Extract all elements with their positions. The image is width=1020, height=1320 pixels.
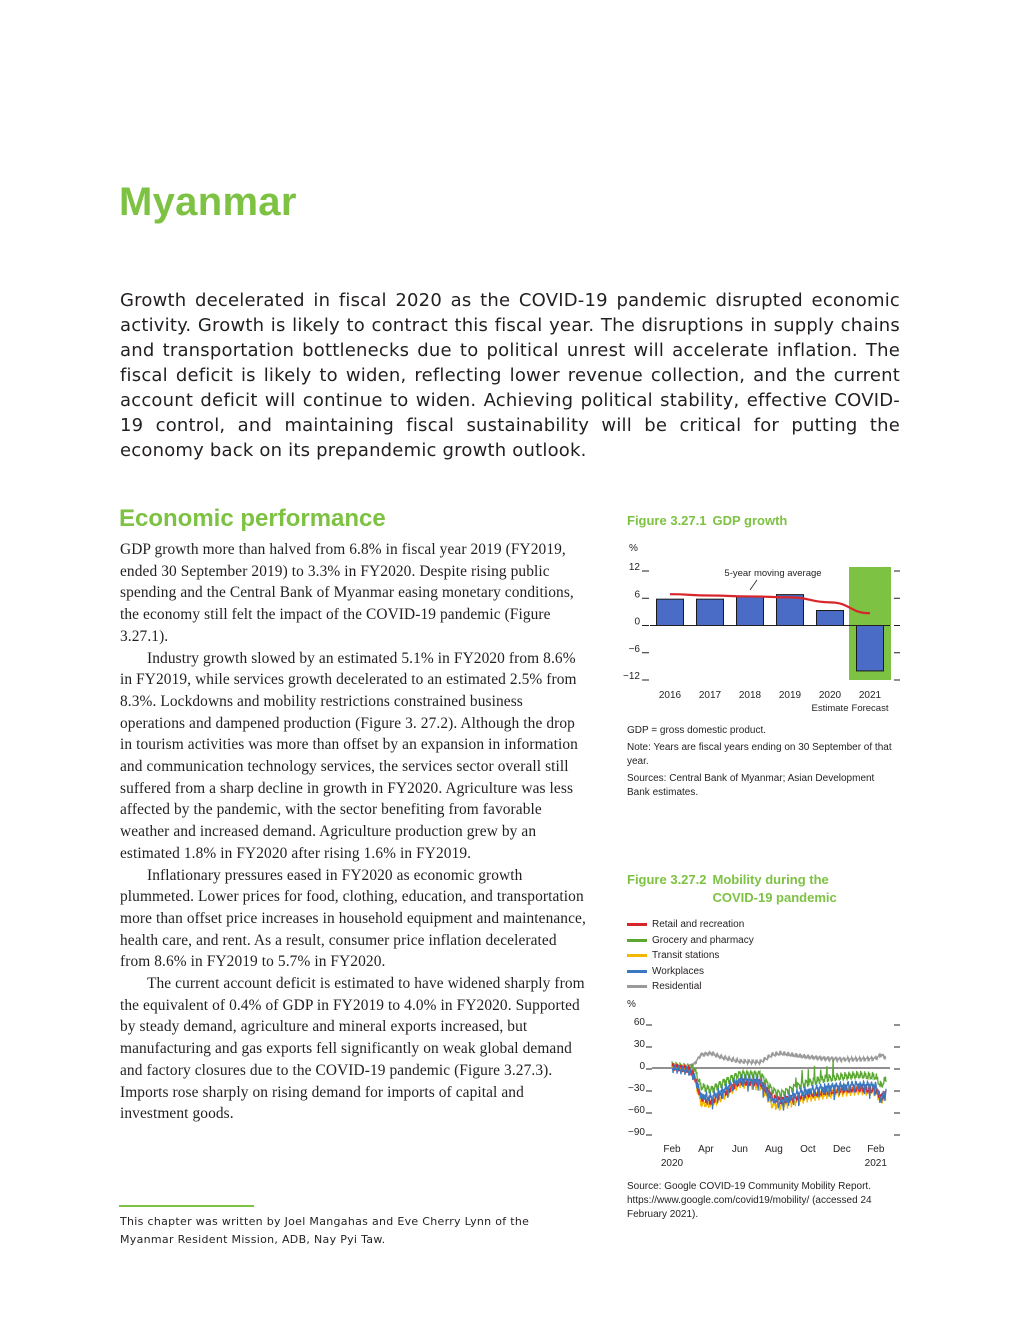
x-tick-label: Oct [800,1144,816,1155]
bar [657,599,684,625]
x-tick-label: Jun [731,1144,748,1155]
series-line [672,1051,886,1071]
legend-item [627,948,754,964]
gdp-growth-chart [620,538,910,718]
paragraph: Industry growth slowed by an estimated 5.1% in FY2020 from 8.6% in FY2019, while services growth decelerated to an estimated 2.5% from 8.3%. Lockdowns and mobility restrictions constrained business operations and dampened production (Figure 3. 27.2). Although the drop in tourism activities was more than offset by an expansion in information and communication technology services, the services sector overall still suffered from a sharp decline in growth in FY2020. Agriculture was less affected by the pandemic, with the sector benefiting from favorable weather and increased demand. Agriculture production grew by an estimated 1.8% in FY2020 after rising 1.6% in FY2019. [120,649,578,862]
legend-item [627,964,754,980]
mobility-chart [620,996,910,1174]
y-axis-unit: % [629,543,638,554]
annotation-leader [750,580,757,590]
figure1-note: Note: Years are fiscal years ending on 30 September of that year. [627,742,892,767]
x-tick-label: 2021 [858,690,882,701]
bar [817,611,844,626]
figure2-source: Source: Google COVID-19 Community Mobility Report. https://www.google.com/covid19/mobility/ (accessed 24 February 2021). [627,1181,872,1220]
figure2-name: Mobility during the COVID-19 pandemic [712,872,837,905]
figure1-name: GDP growth [712,513,788,528]
bar [857,626,884,671]
legend-label: Grocery and pharmacy [652,934,754,946]
x-tick-label: 2017 [698,690,722,701]
y-tick-label: 0 [639,1061,645,1072]
x-tick-label: 2019 [778,690,802,701]
legend-swatch [627,985,647,988]
bar [737,596,764,625]
y-tick-label: 60 [633,1017,645,1028]
figure2-title [627,871,887,907]
body-text [120,539,588,1125]
y-tick-label: 12 [628,562,640,573]
legend-label: Transit stations [652,950,720,962]
legend-item [627,979,754,995]
y-tick-label: −6 [628,643,640,655]
intro-summary: Growth decelerated in fiscal 2020 as the COVID-19 pandemic disrupted economic activity. Growth is likely to contract this fiscal year. The disruptions in supply chains and transportation bottlenecks due to political unrest will accelerate inflation. The fiscal deficit is likely to widen, reflecting lower revenue collection, and the current account deficit will continue to widen. Achieving political stability, effective COVID-19 control, and maintaining fiscal sustainability will be critical for putting the economy back on its prepandemic growth outlook. [120,290,900,461]
figure1-note: GDP = gross domestic product. [627,725,767,736]
legend-item [627,933,754,949]
x-sublabel: Estimate [811,703,849,714]
mobility-legend [627,917,754,995]
x-tick-label: Dec [832,1144,851,1155]
figure2-number: Figure 3.27.2 [627,872,707,887]
y-tick-label: −90 [628,1127,645,1138]
legend-swatch [627,954,647,957]
y-tick-label: −60 [628,1105,645,1116]
paragraph: The current account deficit is estimated to have widened sharply from the equivalent of 0.4% of GDP in FY2019 to 4.0% in FY2020. Supported by steady demand, agriculture and mineral exports increased, but manufacturing and gas exports fell significantly on weak global demand and factory closures due to the COVID-19 pandemic (Figure 3.27.3). Imports rose sharply on rising demand for imports of capital and investment goods. [120,975,585,1123]
footnote: This chapter was written by Joel Mangahas and Eve Cherry Lynn of the Myanmar Resident Mission, ADB, Nay Pyi Taw. [120,1215,530,1246]
y-tick-label: −12 [623,671,640,682]
legend-swatch [627,923,647,926]
x-tick-label: Apr [698,1144,714,1155]
x-tick-label: 2016 [658,690,682,701]
page-title: Myanmar [119,180,297,224]
bar [777,595,804,626]
y-tick-label: 30 [633,1039,645,1050]
y-tick-label: 6 [634,589,640,601]
x-tick-label: 2018 [738,690,762,701]
y-tick-label: −30 [628,1083,645,1094]
bar [697,599,724,625]
legend-label: Residential [652,981,702,993]
x-sublabel: Forecast [851,703,889,714]
footnote-divider [119,1205,254,1207]
x-tick-label: Feb [867,1144,885,1155]
x-tick-sublabel: 2020 [660,1158,684,1169]
legend-label: Workplaces [652,965,705,977]
paragraph: Inflationary pressures eased in FY2020 as economic growth plummeted. Lower prices for food, clothing, education, and transportation more than offset price increases in household equipment and maintenance, health care, and rent. As a result, consumer price inflation decelerated from 8.6% in FY2019 to 5.7% in FY2020. [120,866,586,971]
legend-swatch [627,970,647,973]
figure1-note: Sources: Central Bank of Myanmar; Asian Development Bank estimates. [627,773,875,798]
x-tick-label: 2020 [818,690,842,701]
legend-item [627,917,754,933]
x-tick-sublabel: 2021 [864,1158,887,1169]
figure1-notes [627,724,892,803]
legend-label: Retail and recreation [652,919,745,931]
y-tick-label: 0 [634,616,640,628]
figure1-title [627,512,787,530]
x-tick-label: Feb [663,1144,681,1155]
section-heading: Economic performance [119,505,386,532]
legend-swatch [627,939,647,942]
annotation-label: 5-year moving average [724,568,822,579]
x-tick-label: Aug [765,1144,783,1155]
figure1-number: Figure 3.27.1 [627,513,707,528]
y-axis-unit: % [627,999,636,1010]
paragraph: GDP growth more than halved from 6.8% in fiscal year 2019 (FY2019, ended 30 September 2019) to 3.3% in FY2020. Despite rising public spending and the Central Bank of Myanmar easing monetary conditions, the economy still felt the impact of the COVID-19 pandemic (Figure 3.27.1). [120,541,574,645]
